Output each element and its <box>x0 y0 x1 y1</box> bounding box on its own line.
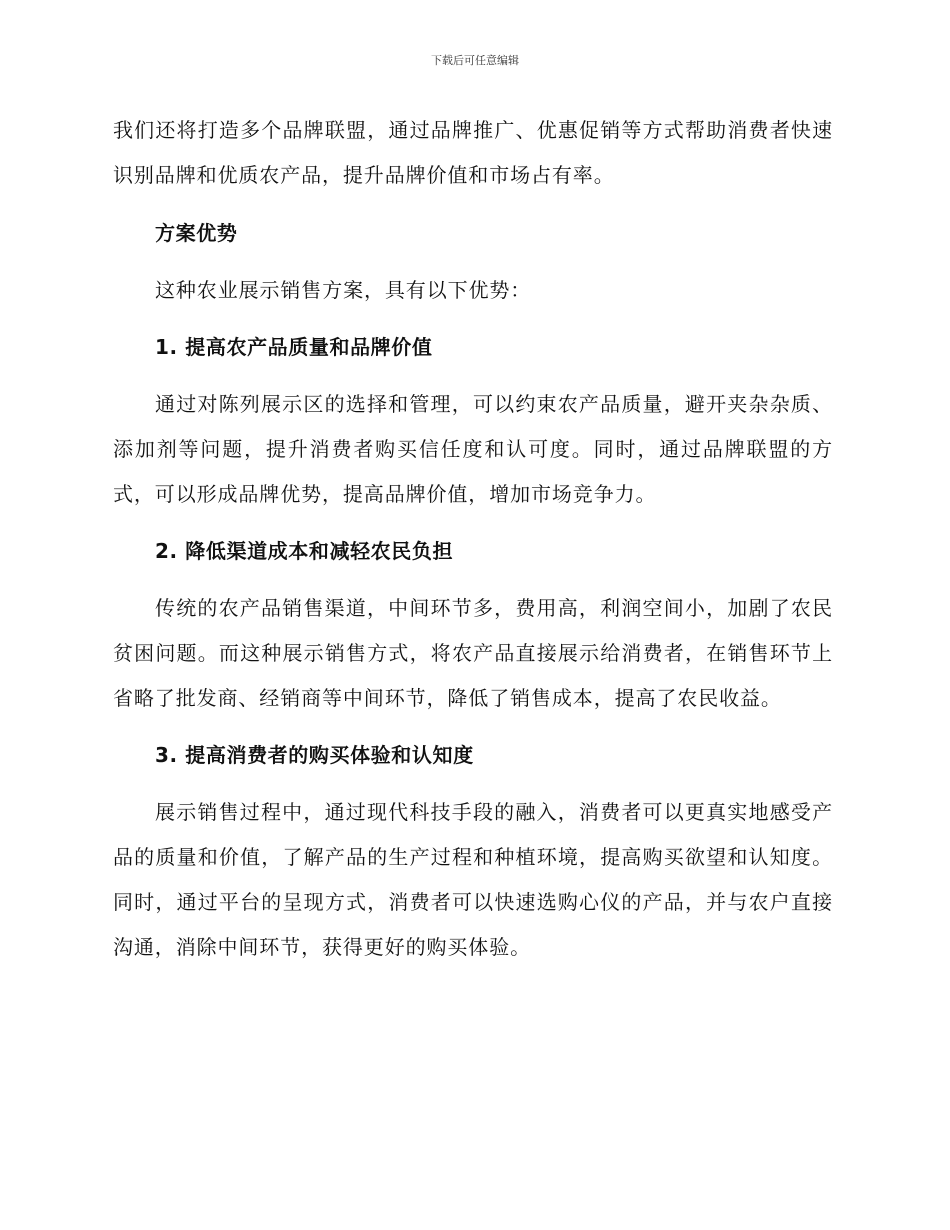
item-body-3: 展示销售过程中，通过现代科技手段的融入，消费者可以更真实地感受产品的质量和价值，了解产品的生产过程和种植环境，提高购买欲望和认知度。同时，通过平台的呈现方式，消费者可以快速选购心仪的产品，并与农户直接沟通，消除中间环节，获得更好的购买体验。 <box>113 800 833 959</box>
item-heading-1: 1. 提高农产品质量和品牌价值 <box>155 335 433 359</box>
page-header: 下载后可任意编辑 <box>431 54 519 67</box>
item-heading-2: 2. 降低渠道成本和减轻农民负担 <box>155 539 454 563</box>
item-heading-3: 3. 提高消费者的购买体验和认知度 <box>155 743 474 767</box>
item-body-2: 传统的农产品销售渠道，中间环节多，费用高，利润空间小，加剧了农民贫困问题。而这种展示销售方式，将农产品直接展示给消费者，在销售环节上省略了批发商、经销商等中间环节，降低了销售成本，提高了农民收益。 <box>113 596 833 710</box>
lead-paragraph: 这种农业展示销售方案，具有以下优势： <box>155 278 532 302</box>
intro-paragraph: 我们还将打造多个品牌联盟，通过品牌推广、优惠促销等方式帮助消费者快速识别品牌和优质农产品，提升品牌价值和市场占有率。 <box>113 118 833 187</box>
section-title: 方案优势 <box>155 221 238 245</box>
item-body-1: 通过对陈列展示区的选择和管理，可以约束农产品质量，避开夹杂杂质、添加剂等问题，提升消费者购买信任度和认可度。同时，通过品牌联盟的方式，可以形成品牌优势，提高品牌价值，增加市场竞争力。 <box>113 392 833 506</box>
document-body <box>113 108 833 970</box>
